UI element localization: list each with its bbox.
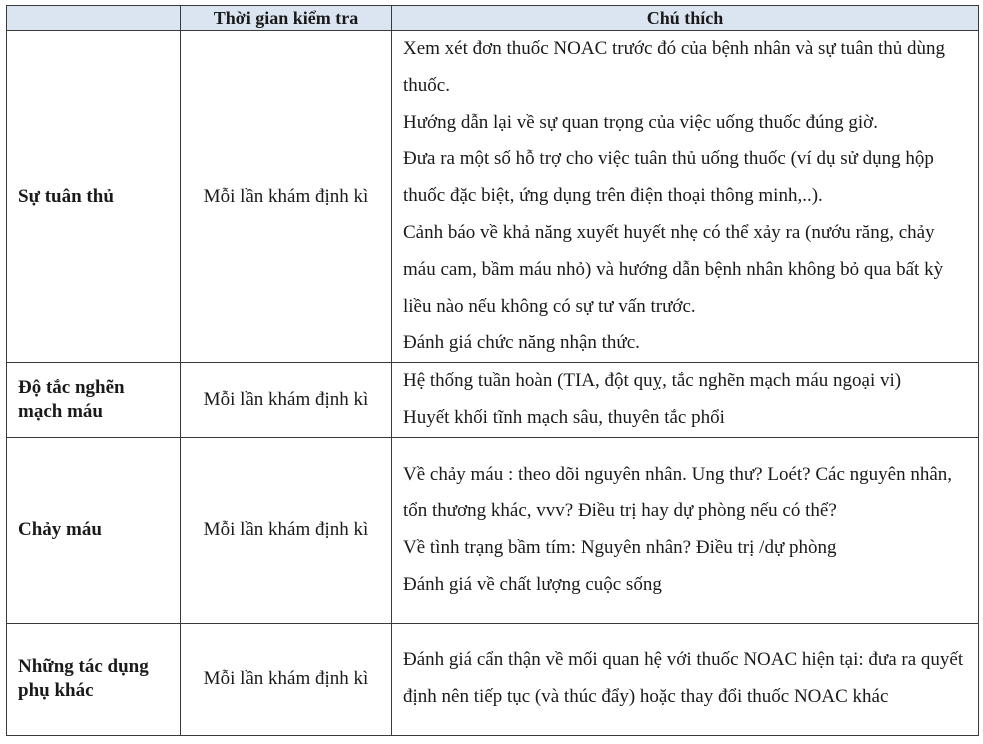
note-line: Huyết khối tĩnh mạch sâu, thuyên tắc phổi	[403, 406, 725, 428]
note-line: Đánh giá về chất lượng cuộc sống	[403, 574, 662, 596]
note-line: Cảnh báo về khả năng xuyết huyết nhẹ có thể xảy ra (nướu răng, chảy máu cam, bầm máu nhỏ) và hướng dẫn bệnh nhân không bỏ qua bất kỳ liều nào nếu không có sự tư vấn trước.	[403, 221, 944, 317]
note-line: Về chảy máu : theo dõi nguyên nhân. Ung thư? Loét? Các nguyên nhân, tổn thương khác, vvv? Điều trị hay dự phòng nếu có thể?	[403, 463, 953, 522]
table-row	[7, 623, 979, 735]
row-check-time: Mỗi lần khám định kì	[181, 363, 392, 438]
header-category	[7, 6, 181, 31]
row-check-time: Mỗi lần khám định kì	[181, 437, 392, 623]
row-category: Độ tắc nghẽn mạch máu	[7, 363, 181, 438]
row-category: Chảy máu	[7, 437, 181, 623]
row-notes	[392, 623, 979, 735]
row-notes	[392, 31, 979, 363]
monitoring-table	[6, 5, 979, 736]
row-category: Những tác dụng phụ khác	[7, 623, 181, 735]
header-row	[7, 6, 979, 31]
row-check-time: Mỗi lần khám định kì	[181, 31, 392, 363]
note-line: Hướng dẫn lại về sự quan trọng của việc uống thuốc đúng giờ.	[403, 111, 878, 133]
note-line: Hệ thống tuần hoàn (TIA, đột quỵ, tắc nghẽn mạch máu ngoại vi)	[403, 370, 902, 392]
row-notes	[392, 437, 979, 623]
table-row	[7, 363, 979, 438]
row-category: Sự tuân thủ	[7, 31, 181, 363]
note-line: Đánh giá chức năng nhận thức.	[403, 332, 640, 354]
note-line: Xem xét đơn thuốc NOAC trước đó của bệnh nhân và sự tuân thủ dùng thuốc.	[403, 38, 945, 96]
table-row	[7, 31, 979, 363]
table-row	[7, 437, 979, 623]
header-notes: Chú thích	[392, 6, 979, 31]
note-line: Đánh giá cẩn thận về mối quan hệ với thuốc NOAC hiện tại: đưa ra quyết định nên tiếp tục (và thúc đẩy) hoặc thay đổi thuốc NOAC khác	[403, 649, 964, 708]
note-line: Về tình trạng bầm tím: Nguyên nhân? Điều trị /dự phòng	[403, 537, 837, 559]
row-check-time: Mỗi lần khám định kì	[181, 623, 392, 735]
row-notes	[392, 363, 979, 438]
note-line: Đưa ra một số hỗ trợ cho việc tuân thủ uống thuốc (ví dụ sử dụng hộp thuốc đặc biệt, ứng dụng trên điện thoại thông minh,..).	[403, 148, 934, 207]
header-check-time: Thời gian kiểm tra	[181, 6, 392, 31]
